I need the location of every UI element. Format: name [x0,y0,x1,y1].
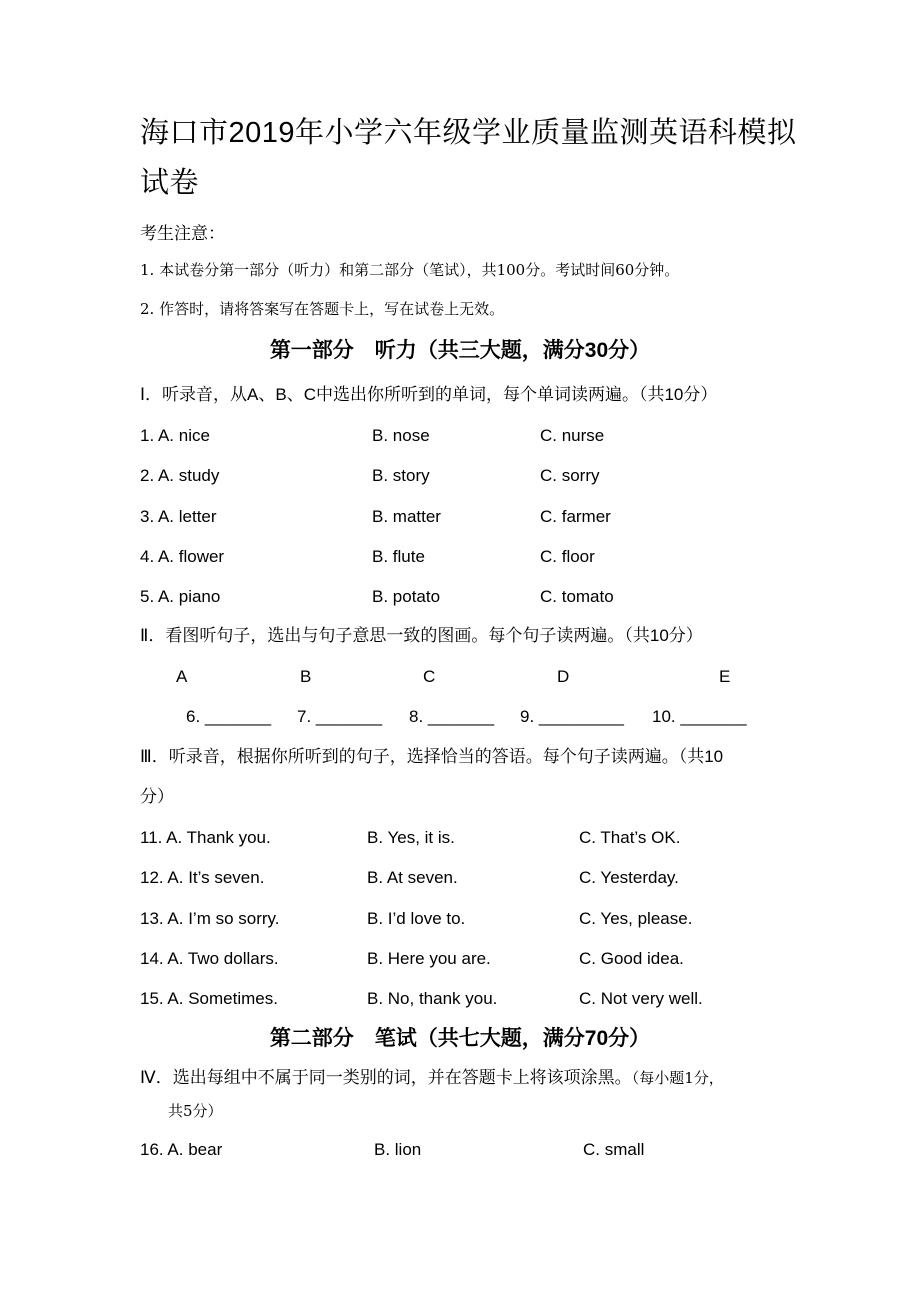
option-c: C. Good idea. [579,948,684,968]
option-c: C. small [583,1140,645,1159]
notice-item: 2. 作答时，请将答案写在答题卡上，写在试卷上无效。 [140,300,505,318]
picture-label: A [176,667,188,686]
option-b: B. Here you are. [367,948,491,968]
option-a: 13. A. I’m so sorry. [140,908,280,928]
option-b: B. story [372,466,430,486]
option-c: C. Yes, please. [579,908,693,928]
section3-instruction: Ⅲ．听录音，根据你所听到的句子，选择恰当的答语。每个句子读两遍。（共10 [140,747,724,766]
answer-blank: 6. _______ [186,707,272,726]
option-b: B. Yes, it is. [367,828,455,847]
section1-instruction: Ⅰ．听录音，从A、B、C中选出你所听到的单词，每个单词读两遍。（共10分） [140,385,718,404]
section4-instruction-note: （每小题1分， [631,1069,724,1087]
option-b: B. potato [372,587,441,607]
option-a: 5. A. piano [140,587,221,607]
option-b: B. At seven. [367,868,458,888]
option-b: B. matter [372,506,441,526]
section4-instruction-main: Ⅳ．选出每组中不属于同一类别的词，并在答题卡上将该项涂黑。 [140,1068,632,1087]
picture-label: B [300,667,312,686]
document-title-line1: 海口市2019年小学六年级学业质量监测英语科模拟 [140,117,797,149]
picture-label: D [557,667,570,686]
answer-blank: 10. _______ [652,707,747,726]
part2-heading: 第二部分 笔试（共七大题，满分70分） [269,1027,651,1050]
document-title-line2: 试卷 [140,167,200,199]
option-c: C. That’s OK. [579,828,681,847]
answer-blank: 7. _______ [297,707,383,726]
option-c: C. nurse [540,426,605,445]
option-b: B. flute [372,546,425,566]
notice-label: 考生注意： [140,224,225,243]
answer-blank: 8. _______ [409,707,495,726]
answer-blank: 9. _________ [520,707,624,726]
option-a: 15. A. Sometimes. [140,989,278,1009]
option-c: C. farmer [540,506,611,526]
option-c: C. Yesterday. [579,868,679,888]
picture-label: C [423,667,436,686]
section4-instruction [140,1069,724,1086]
option-c: C. floor [540,546,595,566]
option-c: C. sorry [540,466,600,486]
option-a: 11. A. Thank you. [140,828,271,847]
option-b: B. I’d love to. [367,908,466,928]
option-c: C. Not very well. [579,989,703,1009]
notice-item: 1. 本试卷分第一部分（听力）和第二部分（笔试），共100分。考试时间60分钟。 [140,261,680,279]
section4-instruction-cont: 共5分） [168,1102,223,1120]
option-a: 16. A. bear [140,1140,223,1159]
option-b: B. lion [374,1140,422,1159]
section2-instruction: Ⅱ．看图听句子，选出与句子意思一致的图画。每个句子读两遍。（共10分） [140,626,703,645]
option-a: 2. A. study [140,466,220,486]
option-a: 14. A. Two dollars. [140,948,279,968]
option-a: 4. A. flower [140,546,225,566]
picture-label: E [719,667,731,686]
option-a: 1. A. nice [140,426,210,445]
option-b: B. nose [372,426,430,445]
option-a: 12. A. It’s seven. [140,868,265,888]
option-b: B. No, thank you. [367,989,498,1009]
option-a: 3. A. letter [140,506,217,526]
part1-heading: 第一部分 听力（共三大题，满分30分） [269,339,651,362]
section3-instruction-cont: 分） [140,787,174,806]
option-c: C. tomato [540,587,614,607]
